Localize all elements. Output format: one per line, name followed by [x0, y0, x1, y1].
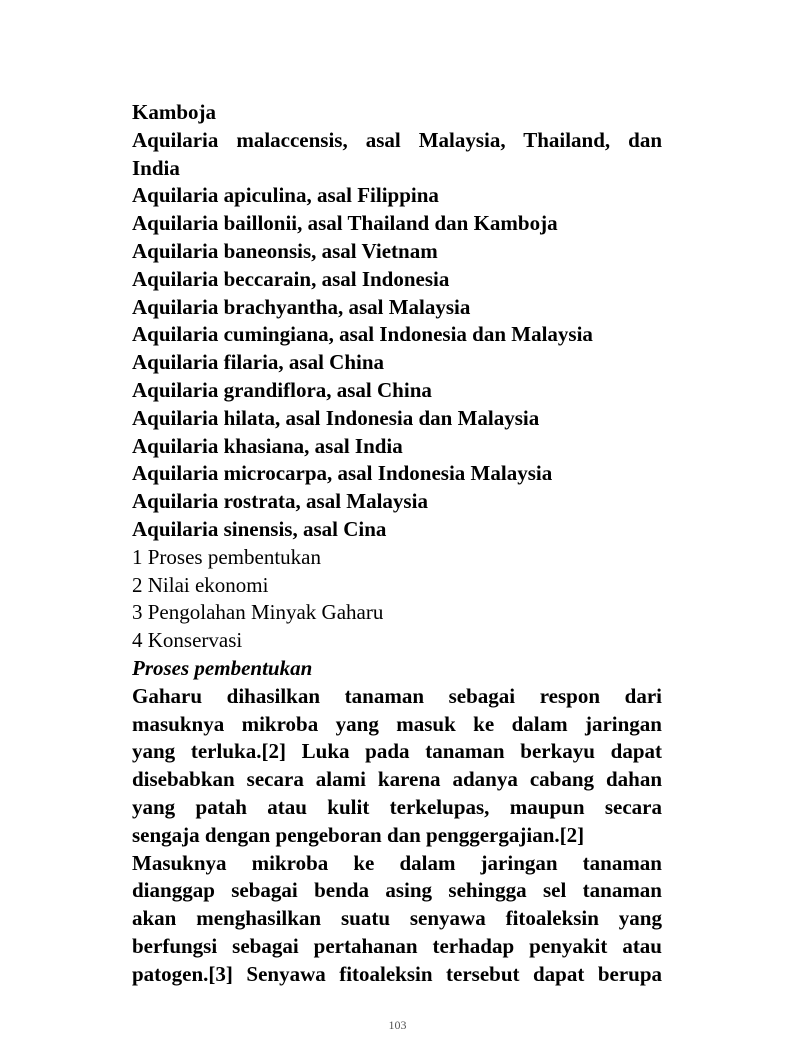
toc-item[interactable]: 1 Proses pembentukan — [132, 544, 321, 569]
paragraph-1 — [132, 683, 662, 850]
list-item: Aquilaria baneonsis, asal Vietnam — [132, 238, 438, 263]
list-item: Aquilaria apiculina, asal Filippina — [132, 183, 439, 208]
list-item: Aquilaria cumingiana, asal Indonesia dan Malaysia — [132, 322, 593, 347]
paragraph-line: patogen.[3] Senyawa fitoaleksin tersebut dapat berupa — [132, 961, 662, 986]
list-item: Kamboja — [132, 100, 216, 124]
toc-item[interactable]: 2 Nilai ekonomi — [132, 572, 269, 597]
list-item: Aquilaria malaccensis, asal Malaysia, Thailand, dan — [132, 127, 662, 152]
list-item: Aquilaria khasiana, asal India — [132, 433, 403, 458]
paragraph-line: disebabkan secara alami karena adanya cabang dahan — [132, 767, 662, 792]
paragraph-2 — [132, 850, 662, 989]
species-list — [132, 99, 662, 544]
list-item: Aquilaria grandiflora, asal China — [132, 377, 432, 402]
list-item: Aquilaria beccarain, asal Indonesia — [132, 266, 450, 291]
list-item: Aquilaria rostrata, asal Malaysia — [132, 489, 428, 514]
list-item: Aquilaria baillonii, asal Thailand dan Kamboja — [132, 211, 558, 236]
paragraph-line: berfungsi sebagai pertahanan terhadap penyakit atau — [132, 933, 662, 958]
paragraph-line: Masuknya mikroba ke dalam jaringan tanaman — [132, 850, 662, 875]
toc-item[interactable]: 3 Pengolahan Minyak Gaharu — [132, 600, 384, 625]
paragraph-line: akan menghasilkan suatu senyawa fitoaleksin yang — [132, 906, 662, 931]
paragraph-line: dianggap sebagai benda asing sehingga sel tanaman — [132, 878, 662, 903]
paragraph-line: yang terluka.[2] Luka pada tanaman berkayu dapat — [132, 739, 662, 764]
paragraph-line: masuknya mikroba yang masuk ke dalam jaringan — [132, 711, 662, 736]
paragraph-line: Gaharu dihasilkan tanaman sebagai respon dari — [132, 683, 662, 708]
list-item: Aquilaria sinensis, asal Cina — [132, 516, 387, 541]
list-item: Aquilaria brachyantha, asal Malaysia — [132, 294, 471, 319]
toc-item[interactable]: 4 Konservasi — [132, 628, 243, 653]
paragraph-line: yang patah atau kulit terkelupas, maupun secara — [132, 794, 662, 819]
section-heading: Proses pembentukan — [132, 655, 313, 680]
table-of-contents — [132, 544, 662, 655]
list-item: India — [132, 155, 180, 180]
paragraph-line: sengaja dengan pengeboran dan penggergajian.[2] — [132, 822, 585, 847]
list-item: Aquilaria hilata, asal Indonesia dan Malaysia — [132, 405, 540, 430]
list-item: Aquilaria microcarpa, asal Indonesia Malaysia — [132, 461, 553, 486]
list-item: Aquilaria filaria, asal China — [132, 350, 385, 375]
page-body — [132, 99, 662, 989]
page-number: 103 — [388, 1018, 407, 1032]
